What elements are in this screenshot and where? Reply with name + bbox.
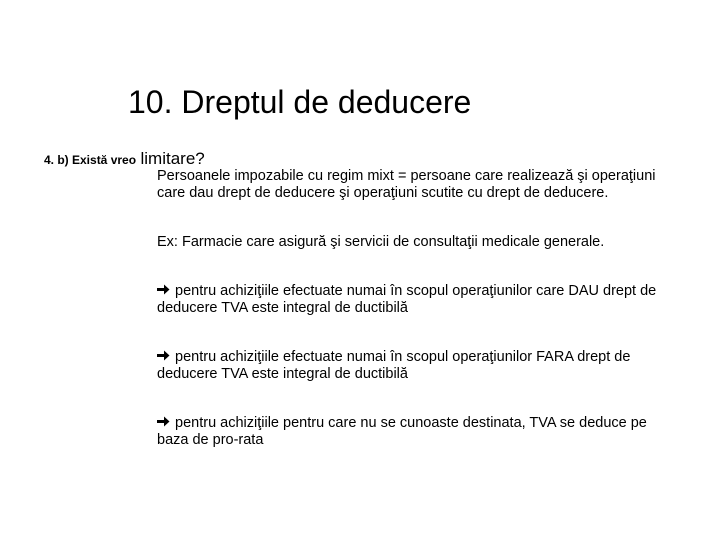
- slide-body: [157, 168, 677, 449]
- question-heading: [44, 149, 205, 169]
- bullet-text: pentru achiziţiile efectuate numai în scopul operaţiunilor care DAU drept de deducere TVA este integral de ductibilă: [157, 283, 657, 316]
- example-paragraph: Ex: Farmacie care asigură şi servicii de consultaţii medicale generale.: [157, 234, 605, 250]
- bullet-text: pentru achiziţiile pentru care nu se cunoaste destinata, TVA se deduce pe baza de pro-rata: [157, 415, 647, 448]
- bullet-item: [157, 415, 677, 449]
- bullet-item: [157, 349, 677, 383]
- arrow-right-icon: [157, 416, 171, 430]
- bullet-text: pentru achiziţiile efectuate numai în scopul operaţiunilor FARA drept de deducere TVA este integral de ductibilă: [157, 349, 631, 382]
- intro-paragraph: Persoanele impozabile cu regim mixt = persoane care realizează şi operaţiuni care dau drept de deducere şi operaţiuni scutite cu drept de deducere.: [157, 168, 656, 201]
- bullet-item: [157, 283, 677, 317]
- arrow-right-icon: [157, 350, 171, 364]
- question-keyword: limitare?: [140, 149, 205, 168]
- question-prefix: 4. b) Există vreo: [44, 153, 137, 167]
- slide-title: 10. Dreptul de deducere: [128, 84, 472, 120]
- arrow-right-icon: [157, 284, 171, 298]
